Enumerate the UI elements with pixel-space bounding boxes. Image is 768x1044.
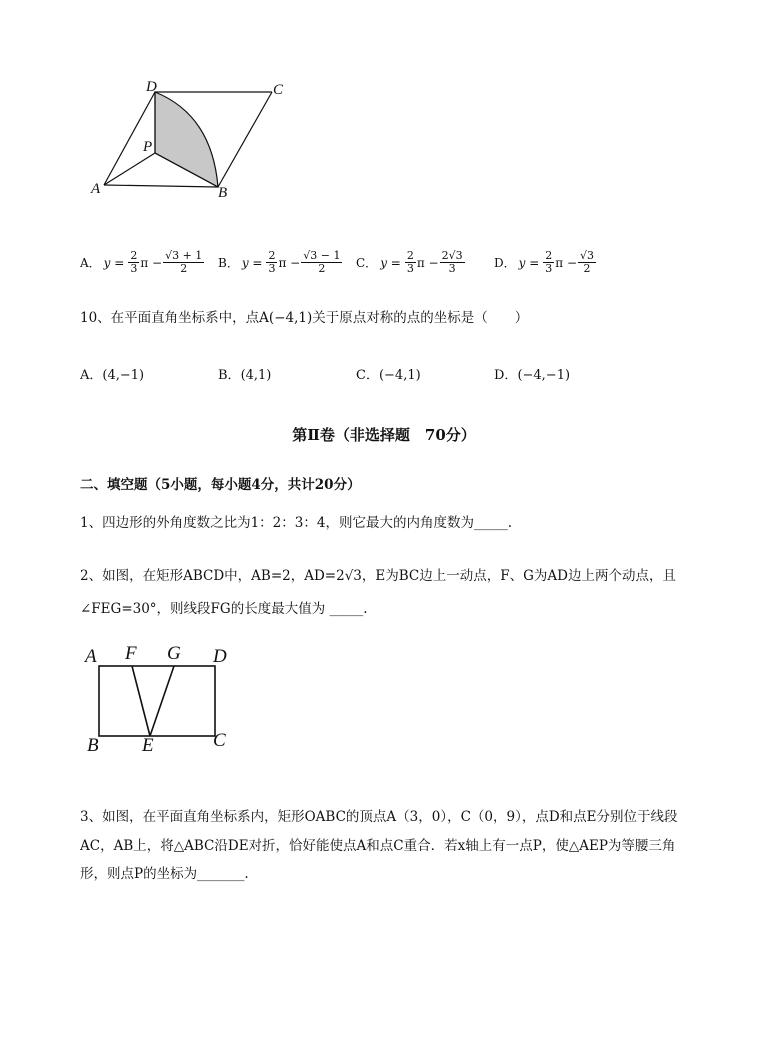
fraction: $\frac{2}{3}$	[130, 249, 138, 275]
option-letter: C．	[356, 368, 379, 383]
option-pi: π −	[140, 255, 163, 270]
label-P: P	[143, 139, 153, 155]
fill-q1: 1、四边形的外角度数之比为1：2：3：4，则它最大的内角度数为_____.	[80, 515, 512, 531]
option-letter: A．	[80, 368, 103, 383]
q9-options	[80, 250, 624, 275]
q10-stem: 10、在平面直角坐标系中，点A(−4,1)关于原点对称的点的坐标是（ ）	[80, 310, 529, 326]
section-title: 第Ⅱ卷（非选择题 70分）	[292, 426, 476, 444]
label-A: A	[85, 646, 97, 667]
section-subhead: 二、填空题（5小题，每小题4分，共计20分）	[80, 477, 361, 493]
fill-q3-line2: AC，AB上，将△ABC沿DE对折，恰好能使点A和点C重合．若x轴上有一点P，使△AEP为等腰三角	[80, 838, 676, 854]
q9-option-B[interactable]	[218, 250, 356, 275]
segment-AP	[104, 153, 155, 185]
q9-option-C[interactable]	[356, 250, 494, 275]
option-pi: π −	[555, 255, 578, 270]
fraction: $\frac{2}{3}$	[545, 249, 553, 275]
option-lhs: y =	[241, 255, 263, 270]
q10-option-C[interactable]	[356, 366, 494, 386]
option-letter: B．	[218, 255, 239, 270]
option-lhs: y =	[518, 255, 540, 270]
label-B: B	[87, 735, 99, 756]
q10-option-A[interactable]	[80, 366, 218, 386]
shaded-region	[155, 92, 218, 187]
segment-FE	[132, 666, 150, 736]
label-C: C	[273, 82, 284, 98]
fraction: $\frac{2}{3}$	[268, 249, 276, 275]
fill-q2-line2: ∠FEG=30°，则线段FG的长度最大值为 _____.	[80, 601, 368, 617]
edge-CB	[218, 92, 272, 187]
q9-option-A[interactable]	[80, 250, 218, 275]
q10-option-D[interactable]	[494, 366, 624, 386]
option-value: (−4,−1)	[517, 368, 571, 383]
rect-ABCD	[99, 666, 215, 736]
fraction: $\frac{√3}{2}$	[580, 249, 595, 275]
fraction: $\frac{√3 - 1}{2}$	[303, 249, 341, 275]
label-E: E	[142, 735, 154, 756]
option-pi: π −	[416, 255, 439, 270]
option-letter: D．	[494, 255, 516, 270]
fraction: $\frac{2}{3}$	[406, 249, 414, 275]
option-value: (4,1)	[240, 368, 272, 383]
label-D: D	[146, 79, 157, 95]
option-letter: B．	[218, 368, 241, 383]
q10-option-B[interactable]	[218, 366, 356, 386]
label-D: D	[213, 646, 227, 667]
fill-q3-line3: 形，则点P的坐标为_______.	[80, 866, 249, 882]
q10-options	[80, 366, 624, 386]
edge-AB	[104, 185, 218, 187]
option-pi: π −	[278, 255, 301, 270]
option-value: (−4,1)	[378, 368, 421, 383]
fraction: $\frac{√3 + 1}{2}$	[165, 249, 203, 275]
fill-q3-line1: 3、如图，在平面直角坐标系内，矩形OABC的顶点A（3，0），C（0，9），点D和点E分别位于线段	[80, 809, 678, 825]
option-letter: D．	[494, 368, 518, 383]
figure-rectangle	[95, 662, 220, 740]
figure-parallelogram	[80, 75, 300, 210]
option-lhs: y =	[103, 255, 125, 270]
label-C: C	[213, 730, 226, 751]
q9-option-D[interactable]	[494, 250, 624, 275]
label-A: A	[91, 181, 101, 197]
fraction: $\frac{2√3}{3}$	[441, 249, 463, 275]
option-lhs: y =	[380, 255, 401, 270]
label-B: B	[218, 185, 228, 201]
label-G: G	[167, 643, 181, 664]
fill-q2-line1: 2、如图，在矩形ABCD中，AB=2，AD=2√3，E为BC边上一动点，F、G为AD边上两个动点，且	[80, 568, 676, 584]
option-letter: C．	[356, 255, 378, 270]
option-letter: A．	[80, 255, 101, 270]
segment-GE	[150, 666, 174, 736]
option-value: (4,−1)	[102, 368, 145, 383]
label-F: F	[125, 643, 137, 664]
